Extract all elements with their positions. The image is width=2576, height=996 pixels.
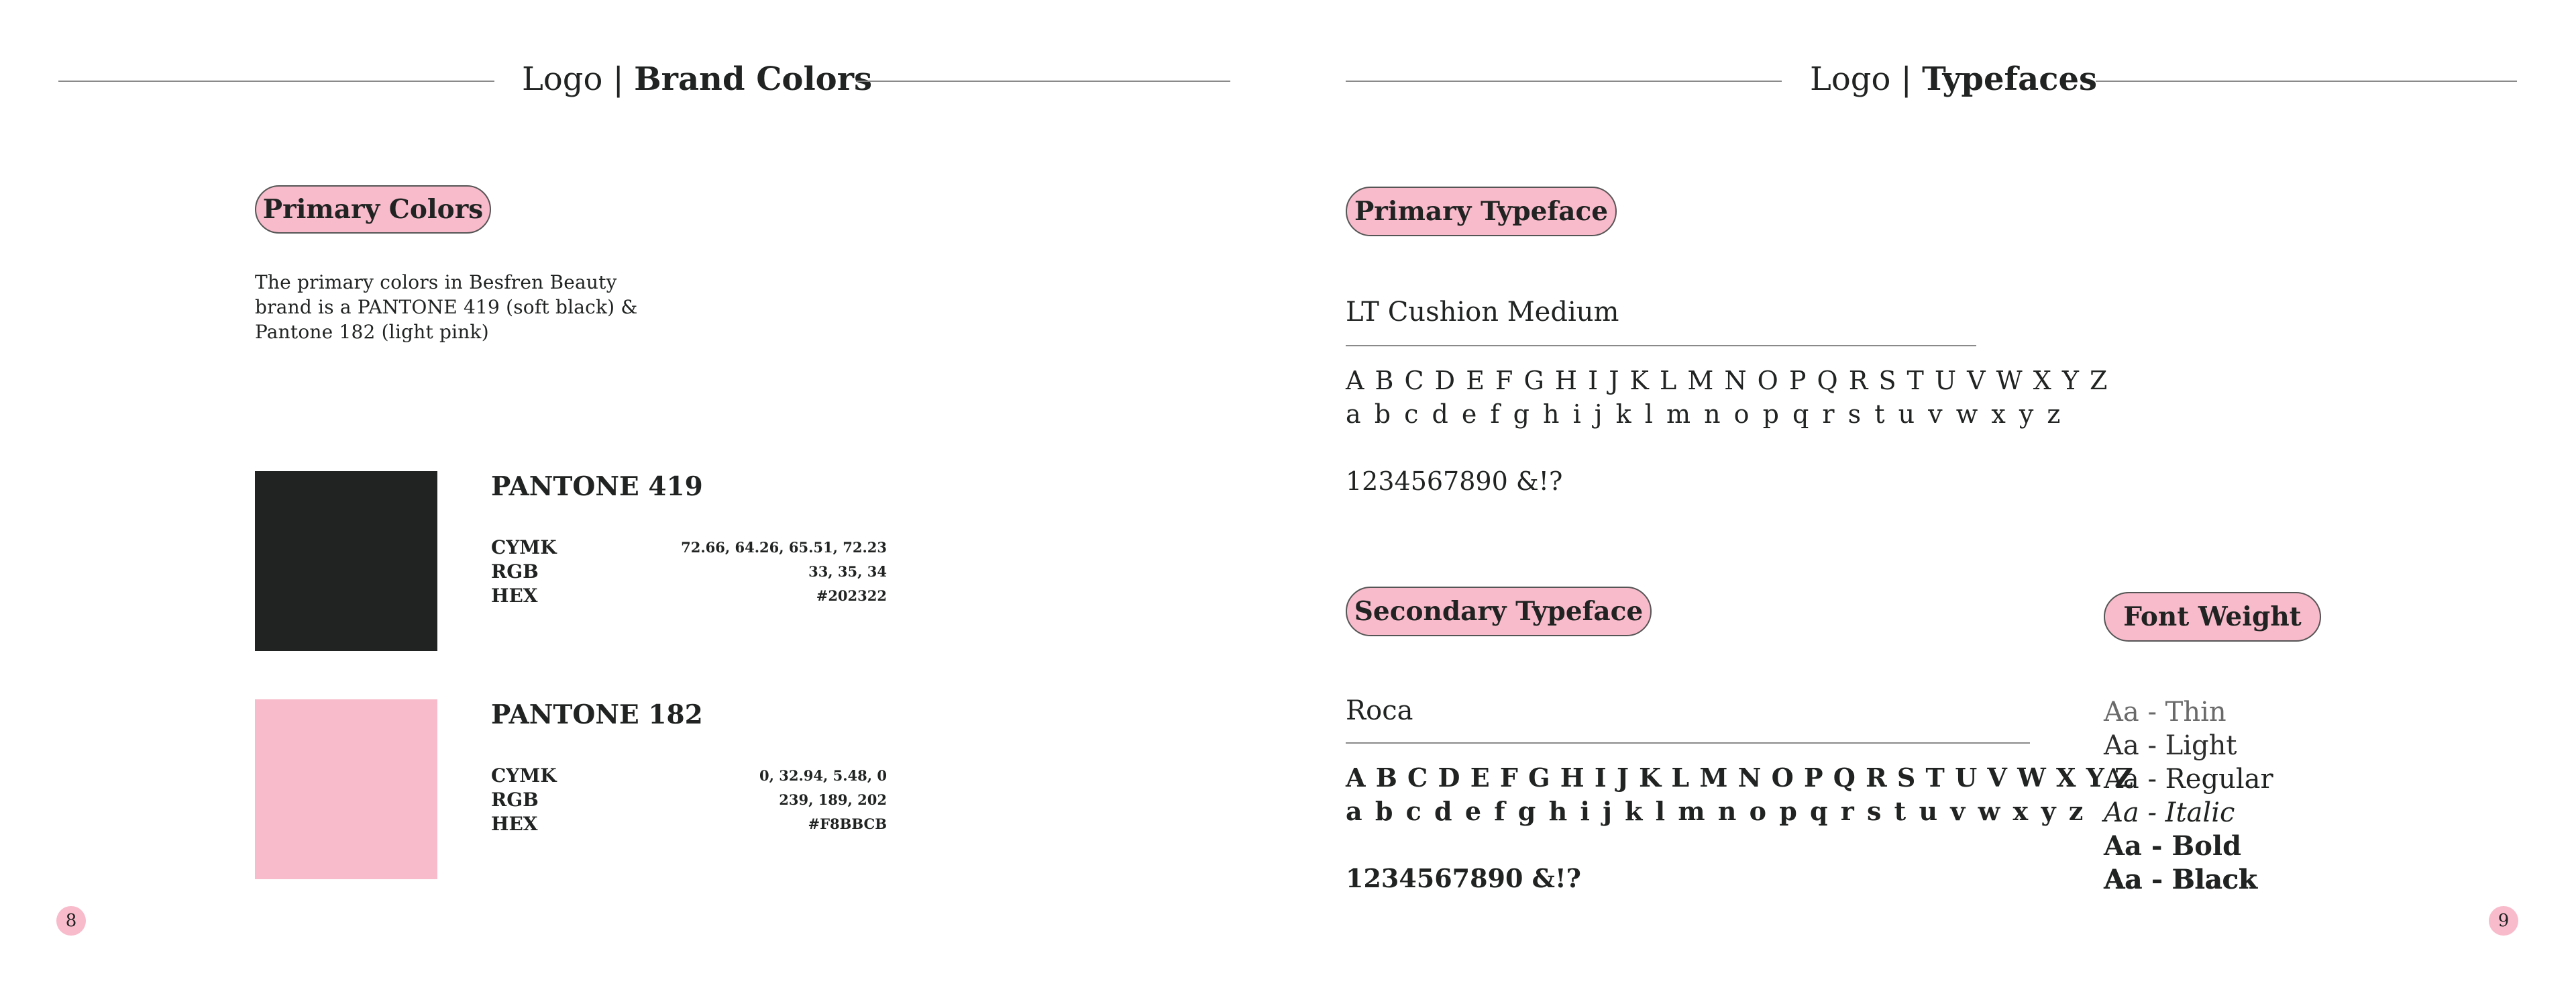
pantone-182-rgb-label: RGB (491, 789, 539, 811)
pantone-182-rgb-value: 239, 189, 202 (779, 791, 887, 808)
left-heading-rule-left (58, 81, 494, 82)
weight-thin: Aa - Thin (2104, 697, 2226, 728)
weight-light: Aa - Light (2104, 730, 2237, 761)
pantone-419-cymk-label: CYMK (491, 536, 557, 558)
primary-typeface-name: LT Cushion Medium (1346, 297, 1619, 328)
right-title-plain: Logo | (1810, 60, 1923, 98)
primary-colors-pill: Primary Colors (255, 185, 491, 234)
secondary-typeface-name: Roca (1346, 695, 1413, 726)
pantone-419-rgb-label: RGB (491, 560, 539, 583)
right-page-title (1810, 59, 2097, 99)
secondary-typeface-pill: Secondary Typeface (1346, 587, 1652, 636)
pantone-419-rgb-value: 33, 35, 34 (808, 563, 887, 580)
weight-black: Aa - Black (2104, 864, 2257, 895)
left-title-bold: Brand Colors (634, 60, 873, 98)
pantone-182-cymk-value: 0, 32.94, 5.48, 0 (759, 767, 887, 784)
secondary-lowercase-alphabet: a b c d e f g h i j k l m n o p q r s t u v w x y z (1346, 796, 2086, 826)
font-weight-pill: Font Weight (2104, 592, 2321, 642)
left-title-plain: Logo | (522, 60, 635, 98)
primary-typeface-rule (1346, 345, 1976, 346)
weight-regular: Aa - Regular (2104, 764, 2273, 795)
right-page-number: 9 (2489, 906, 2518, 936)
pantone-419-hex-value: #202322 (816, 587, 887, 604)
primary-lowercase-alphabet: a b c d e f g h i j k l m n o p q r s t u v w x y z (1346, 399, 2063, 429)
pantone-182-cymk-label: CYMK (491, 764, 557, 787)
primary-typeface-pill: Primary Typeface (1346, 187, 1617, 236)
weight-italic: Aa - Italic (2104, 797, 2235, 828)
right-heading-rule-right (2096, 81, 2517, 82)
weight-bold: Aa - Bold (2104, 830, 2242, 862)
pantone-182-swatch (255, 699, 437, 879)
left-page-title (522, 59, 872, 99)
pantone-419-name: PANTONE 419 (491, 471, 703, 502)
pantone-182-name: PANTONE 182 (491, 699, 703, 730)
brand-colors-description: The primary colors in Besfren Beauty brand is a PANTONE 419 (soft black) & Pantone 182 (light pink) (255, 271, 638, 343)
pantone-419-hex-label: HEX (491, 585, 538, 607)
left-page-number: 8 (56, 906, 86, 936)
primary-numbers: 1234567890 &!? (1346, 466, 1563, 496)
right-heading-rule-left (1346, 81, 1782, 82)
pantone-182-hex-label: HEX (491, 813, 538, 835)
secondary-uppercase-alphabet: A B C D E F G H I J K L M N O P Q R S T U V W X Y Z (1346, 762, 2134, 793)
secondary-typeface-rule (1346, 742, 2030, 744)
left-heading-rule-right (856, 81, 1230, 82)
pantone-419-swatch (255, 471, 437, 651)
pantone-419-cymk-value: 72.66, 64.26, 65.51, 72.23 (681, 539, 887, 556)
right-title-bold: Typefaces (1922, 60, 2098, 98)
primary-uppercase-alphabet: A B C D E F G H I J K L M N O P Q R S T U V W X Y Z (1346, 366, 2109, 395)
pantone-182-hex-value: #F8BBCB (808, 815, 887, 832)
secondary-numbers: 1234567890 &!? (1346, 863, 1581, 893)
